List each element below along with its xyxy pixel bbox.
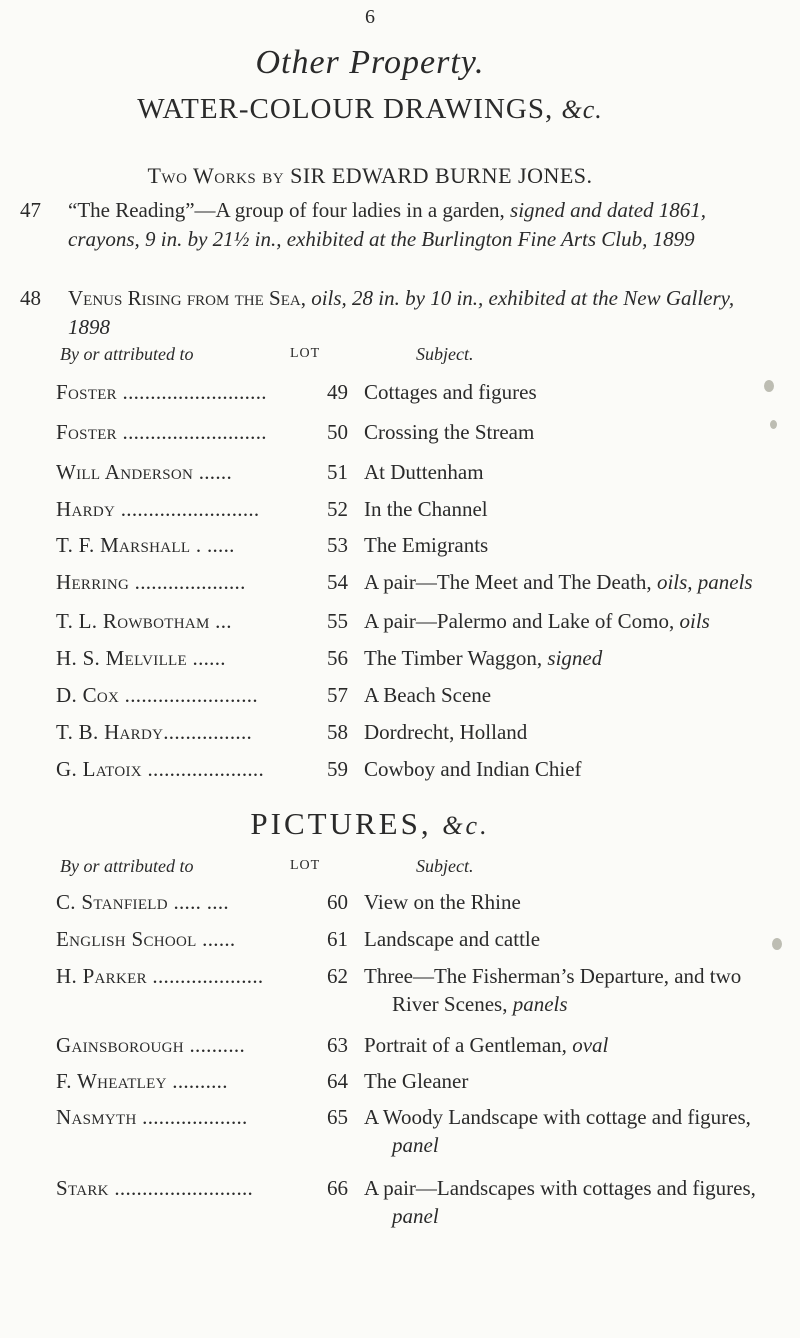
subject-main: Portrait of a Gentleman, [364, 1033, 567, 1057]
lot-number: 52 [327, 497, 348, 521]
artist-name: G. Latoix ..................... [56, 757, 265, 781]
subject-text [364, 380, 800, 405]
subject-text [364, 609, 800, 634]
lot-number: 57 [327, 683, 348, 707]
lot-number: 48 [20, 286, 41, 310]
pictures-heading [0, 806, 740, 842]
subject-text [364, 420, 800, 445]
artist-name: Will Anderson ...... [56, 460, 232, 484]
drawing-row [56, 609, 756, 639]
subject-text [364, 757, 800, 782]
artist-name: F. Wheatley .......... [56, 1069, 228, 1093]
subject-main: Three—The Fisherman’s Departure, and two [364, 964, 742, 988]
picture-row [56, 1174, 776, 1230]
lot-number: 55 [327, 609, 348, 633]
subject-main: Dordrecht, Holland [364, 720, 528, 744]
lot-number: 66 [327, 1176, 348, 1200]
drawing-row [56, 570, 756, 600]
artist-name: T. B. Hardy................ [56, 720, 253, 744]
column-header-artist: By or attributed to [60, 344, 194, 364]
subject-medium: oval [572, 1033, 609, 1057]
subject-text [364, 925, 784, 953]
lot-number: 64 [327, 1069, 348, 1093]
lot-number: 60 [327, 890, 348, 914]
lot-number: 65 [327, 1105, 348, 1129]
drawing-row [56, 460, 756, 490]
lot-number: 62 [327, 964, 348, 988]
pictures-heading-amp: &c. [442, 811, 490, 840]
watercolour-heading [0, 93, 740, 126]
picture-row [56, 962, 776, 1018]
subject-continuation [364, 1202, 784, 1230]
artist-name: Gainsborough .......... [56, 1033, 245, 1057]
subject-main: In the Channel [364, 497, 488, 521]
subject-main: At Duttenham [364, 460, 484, 484]
drawing-row [56, 380, 756, 410]
subject-continuation [364, 990, 784, 1018]
lot-number: 51 [327, 460, 348, 484]
subject-main: View on the Rhine [364, 890, 521, 914]
subject-text [364, 1067, 784, 1095]
artist-name: T. F. Marshall . ..... [56, 533, 235, 557]
subject-text [364, 646, 800, 671]
subject-main: Landscape and cattle [364, 927, 541, 951]
subject-text [364, 570, 800, 595]
lot-number: 49 [327, 380, 348, 404]
subject-main: A Beach Scene [364, 683, 492, 707]
picture-row [56, 1031, 776, 1059]
artist-name: Stark ......................... [56, 1176, 254, 1200]
drawing-row [56, 683, 756, 713]
subject-main: The Gleaner [364, 1069, 469, 1093]
lot-title: Venus Rising from the Sea, [68, 286, 306, 310]
picture-row [56, 888, 776, 916]
lot-number: 59 [327, 757, 348, 781]
lot-number: 53 [327, 533, 348, 557]
artist-name: Herring .................... [56, 570, 246, 594]
subject-medium: oils, panels [656, 570, 753, 594]
lot-description [20, 284, 750, 342]
subject-main: The Emigrants [364, 533, 489, 557]
subject-continuation [364, 1131, 784, 1159]
page-number: 6 [365, 6, 375, 28]
subject-continuation-text: River Scenes, [392, 992, 508, 1016]
subject-main: A pair—Landscapes with cottages and figures, [364, 1176, 756, 1200]
subject-medium: panel [392, 1133, 439, 1157]
artist-name: C. Stanfield ..... .... [56, 890, 229, 914]
subject-main: A Woody Landscape with cottage and figures, [364, 1105, 751, 1129]
subject-text [364, 888, 784, 916]
lot-number: 58 [327, 720, 348, 744]
subject-text [364, 460, 800, 485]
drawing-row [56, 420, 756, 450]
lot-details: signed and dated 1861, crayons, 9 in. by 21½ in., exhibited at the Burlington Fine Arts Club, 1899 [68, 198, 707, 251]
subject-main: The Timber Waggon, [364, 646, 543, 670]
margin-mark [770, 420, 777, 429]
margin-mark [772, 938, 782, 950]
drawing-row [56, 720, 756, 750]
pictures-column-header-artist: By or attributed to [60, 856, 194, 876]
subject-medium: oils [679, 609, 710, 633]
subject-text [364, 720, 800, 745]
lot-number: 56 [327, 646, 348, 670]
subject-text [364, 533, 800, 558]
artist-name: Foster .......................... [56, 380, 267, 404]
picture-row [56, 1067, 776, 1095]
lot-details: oils, 28 in. by 10 in., exhibited at the New Gallery, 1898 [68, 286, 735, 339]
drawing-row [56, 533, 756, 563]
subject-main: A pair—Palermo and Lake of Como, [364, 609, 675, 633]
drawing-row [56, 646, 756, 676]
section-title: Other Property. [255, 44, 485, 81]
artist-name: H. S. Melville ...... [56, 646, 226, 670]
subject-medium: panels [512, 992, 568, 1016]
artist-name: Foster .......................... [56, 420, 267, 444]
subject-main: Crossing the Stream [364, 420, 535, 444]
subject-text [364, 497, 800, 522]
picture-row [56, 925, 776, 953]
pictures-column-header-subject: Subject. [416, 856, 474, 876]
column-header-lot: LOT [290, 346, 321, 361]
lot-number: 47 [20, 198, 41, 222]
subject-main: Cottages and figures [364, 380, 537, 404]
lot-title: “The Reading”—A group of four ladies in a garden, [68, 198, 505, 222]
lot-number: 54 [327, 570, 348, 594]
picture-row [56, 1103, 776, 1159]
subject-text [364, 683, 800, 708]
lot-47-entry [20, 196, 750, 254]
pictures-column-header-lot: LOT [290, 858, 321, 873]
artist-name: T. L. Rowbotham ... [56, 609, 232, 633]
artist-name: English School ...... [56, 927, 236, 951]
lot-48-entry [20, 284, 750, 342]
artist-name: Nasmyth ................... [56, 1105, 248, 1129]
watercolour-heading-text: WATER-COLOUR DRAWINGS, [137, 93, 554, 125]
lot-number: 63 [327, 1033, 348, 1057]
subject-text [364, 1174, 784, 1230]
column-header-subject: Subject. [416, 344, 474, 364]
lot-number: 61 [327, 927, 348, 951]
subject-text [364, 962, 784, 1018]
subject-medium: signed [547, 646, 603, 670]
subject-medium: panel [392, 1204, 439, 1228]
subject-main: A pair—The Meet and The Death, [364, 570, 652, 594]
artist-name: Hardy ......................... [56, 497, 260, 521]
lot-description [20, 196, 750, 254]
artist-name: D. Cox ........................ [56, 683, 258, 707]
pictures-heading-text: PICTURES, [250, 806, 432, 841]
burne-jones-heading: Two Works by SIR EDWARD BURNE JONES. [147, 163, 593, 188]
watercolour-heading-amp: &c. [561, 95, 603, 124]
subject-text [364, 1031, 784, 1059]
lot-number: 50 [327, 420, 348, 444]
artist-name: H. Parker .................... [56, 964, 264, 988]
drawing-row [56, 757, 756, 787]
margin-mark [764, 380, 774, 392]
subject-main: Cowboy and Indian Chief [364, 757, 582, 781]
subject-text [364, 1103, 784, 1159]
drawing-row [56, 497, 756, 527]
